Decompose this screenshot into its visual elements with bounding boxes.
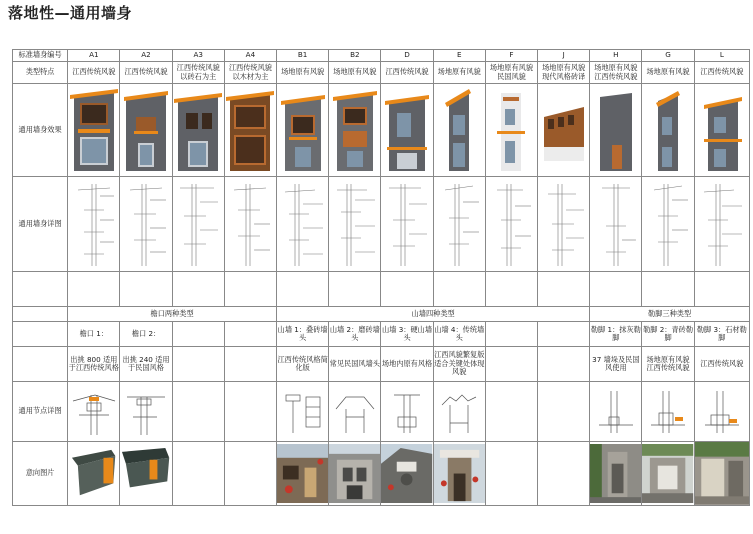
- node-drawing-gable1: [277, 382, 329, 442]
- wall-render-b1: [277, 84, 329, 177]
- page-title: 落地性—通用墙身: [8, 4, 133, 22]
- wall-render-l: [694, 84, 749, 177]
- section-drawing-a2: [120, 177, 172, 272]
- row-empty: [13, 272, 750, 307]
- section-drawing-b2: [329, 177, 381, 272]
- intent-render-eave1: [68, 442, 120, 506]
- wall-render-a3: [172, 84, 224, 177]
- section-drawing-d: [381, 177, 433, 272]
- intent-photo-gable1: [277, 442, 329, 506]
- section-drawing-a4: [224, 177, 276, 272]
- desc-gable4: 江西风貌繁复版 适合关键处体现风貌: [433, 347, 485, 382]
- subtype-eave1: 檐口 1：: [68, 322, 120, 347]
- section-drawing-g: [642, 177, 694, 272]
- row-detail: [13, 177, 750, 272]
- row-descriptions: [13, 347, 750, 382]
- col-feature-b1: 场地原有风貌: [277, 62, 329, 84]
- col-code-a3: A3: [172, 50, 224, 62]
- row-label-intent: 意向图片: [13, 442, 68, 506]
- intent-render-eave2: [120, 442, 172, 506]
- row-code: [13, 50, 750, 62]
- col-feature-h: 场地原有风貌 江西传统风貌: [590, 62, 642, 84]
- col-code-h: H: [590, 50, 642, 62]
- wall-render-f: [485, 84, 537, 177]
- col-feature-b2: 场地原有风貌: [329, 62, 381, 84]
- intent-photo-gable3: [381, 442, 433, 506]
- group-eaves: 檐口两种类型: [68, 307, 277, 322]
- row-label-node: 通用节点详图: [13, 382, 68, 442]
- desc-gable3: 场地内原有风格: [381, 347, 433, 382]
- intent-photo-gable2: [329, 442, 381, 506]
- col-feature-g: 场地原有风貌: [642, 62, 694, 84]
- subtype-plinth1: 勒脚 1：抹灰勒脚: [590, 322, 642, 347]
- section-drawing-f: [485, 177, 537, 272]
- row-label-feature: 类型特点: [13, 62, 68, 84]
- col-code-a4: A4: [224, 50, 276, 62]
- wall-render-b2: [329, 84, 381, 177]
- wall-render-g: [642, 84, 694, 177]
- intent-photo-plinth2: [642, 442, 694, 506]
- section-drawing-b1: [277, 177, 329, 272]
- intent-photo-plinth3: [694, 442, 749, 506]
- node-drawing-gable4: [433, 382, 485, 442]
- col-code-j: J: [538, 50, 590, 62]
- row-label-detail: 通用墙身详图: [13, 177, 68, 272]
- col-code-a2: A2: [120, 50, 172, 62]
- row-label-effect: 通用墙身效果: [13, 84, 68, 177]
- col-code-l: L: [694, 50, 749, 62]
- desc-eave2: 出挑 240 适用于民国风格: [120, 347, 172, 382]
- col-feature-f: 场地原有风貌 民国风貌: [485, 62, 537, 84]
- node-drawing-plinth2: [642, 382, 694, 442]
- desc-eave1: 出挑 800 适用于江西传统风格: [68, 347, 120, 382]
- section-drawing-e: [433, 177, 485, 272]
- row-groups: [13, 307, 750, 322]
- wall-render-a2: [120, 84, 172, 177]
- col-code-b2: B2: [329, 50, 381, 62]
- subtype-gable3: 山墙 3：硬山墙头: [381, 322, 433, 347]
- node-drawing-gable3: [381, 382, 433, 442]
- row-intent: [13, 442, 750, 506]
- node-drawing-eave2: [120, 382, 172, 442]
- subtype-eave2: 檐口 2：: [120, 322, 172, 347]
- col-feature-a1: 江西传统风貌: [68, 62, 120, 84]
- col-code-a1: A1: [68, 50, 120, 62]
- section-drawing-l: [694, 177, 749, 272]
- wall-render-a4: [224, 84, 276, 177]
- wall-spec-table: [12, 49, 750, 506]
- group-plinth: 勒脚三种类型: [590, 307, 750, 322]
- subtype-plinth3: 勒脚 3：石材勒脚: [694, 322, 749, 347]
- desc-gable2: 常见民国风墙头: [329, 347, 381, 382]
- group-gable: 山墙四种类型: [277, 307, 590, 322]
- section-drawing-h: [590, 177, 642, 272]
- col-feature-a3: 江西传统风貌 以砖石为主: [172, 62, 224, 84]
- desc-plinth3: 江西传统风貌: [694, 347, 749, 382]
- section-drawing-a1: [68, 177, 120, 272]
- col-code-g: G: [642, 50, 694, 62]
- row-feature: [13, 62, 750, 84]
- col-feature-a2: 江西传统风貌: [120, 62, 172, 84]
- section-drawing-j: [538, 177, 590, 272]
- subtype-plinth2: 勒脚 2：青砖勒脚: [642, 322, 694, 347]
- node-drawing-plinth1: [590, 382, 642, 442]
- col-code-e: E: [433, 50, 485, 62]
- col-code-f: F: [485, 50, 537, 62]
- row-node: [13, 382, 750, 442]
- col-feature-j: 场地原有风貌 现代风格砖译: [538, 62, 590, 84]
- row-subtypes: [13, 322, 750, 347]
- wall-render-h: [590, 84, 642, 177]
- col-feature-l: 江西传统风貌: [694, 62, 749, 84]
- subtype-gable1: 山墙 1：叠砖墙头: [277, 322, 329, 347]
- wall-render-d: [381, 84, 433, 177]
- wall-render-j: [538, 84, 590, 177]
- section-drawing-a3: [172, 177, 224, 272]
- node-drawing-gable2: [329, 382, 381, 442]
- wall-render-e: [433, 84, 485, 177]
- row-label-code: 标准墙身编号: [13, 50, 68, 62]
- subtype-gable4: 山墙 4：传统墙头: [433, 322, 485, 347]
- col-feature-e: 场地原有风貌: [433, 62, 485, 84]
- desc-plinth2: 场地原有风貌 江西传统风貌: [642, 347, 694, 382]
- desc-gable1: 江西传统风格简化版: [277, 347, 329, 382]
- node-drawing-plinth3: [694, 382, 749, 442]
- desc-plinth1: 37 墙垛及民国风使用: [590, 347, 642, 382]
- subtype-gable2: 山墙 2：磨砖墙头: [329, 322, 381, 347]
- intent-photo-gable4: [433, 442, 485, 506]
- node-drawing-eave1: [68, 382, 120, 442]
- row-effect: [13, 84, 750, 177]
- col-code-d: D: [381, 50, 433, 62]
- wall-render-a1: [68, 84, 120, 177]
- col-code-b1: B1: [277, 50, 329, 62]
- col-feature-a4: 江西传统风貌 以木材为主: [224, 62, 276, 84]
- intent-photo-plinth1: [590, 442, 642, 506]
- col-feature-d: 江西传统风貌: [381, 62, 433, 84]
